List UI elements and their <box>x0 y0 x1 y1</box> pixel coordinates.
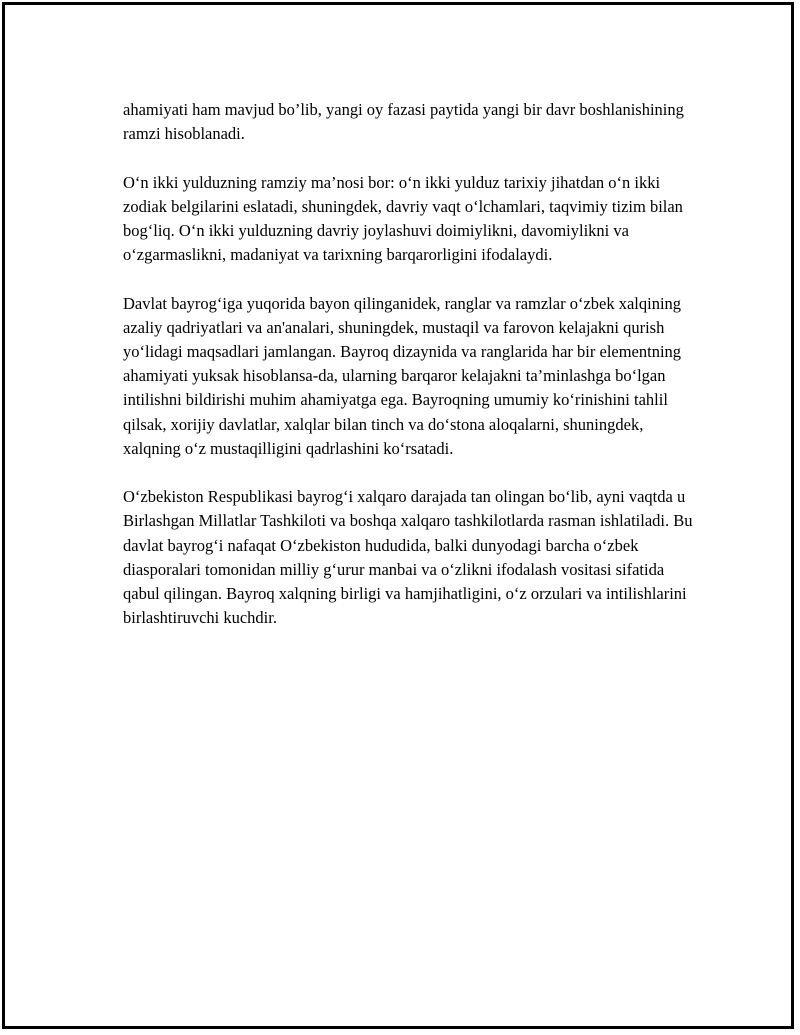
paragraph-3: Davlat bayrog‘iga yuqorida bayon qilinganidek, ranglar va ramzlar o‘zbek xalqining azaliy qadriyatlari va an'analari, shuningdek, mustaqil va farovon kelajakni qurish yo‘lidagi maqsadlari jamlangan. Bayroq dizaynida va ranglarida har bir elementning ahamiyati yuksak hisoblansa-da, ularning barqaror kelajakni ta’minlashga bo‘lgan intilishni bildirishi muhim ahamiyatga ega. Bayroqning umumiy ko‘rinishini tahlil qilsak, xorijiy davlatlar, xalqlar bilan tinch va do‘stona aloqalarni, shuningdek, xalqning o‘z mustaqilligini qadrlashini ko‘rsatadi. <box>123 293 682 458</box>
document-body <box>123 98 703 655</box>
paragraph-2: O‘n ikki yulduzning ramziy ma’nosi bor: o‘n ikki yulduz tarixiy jihatdan o‘n ikki zodiak belgilarini eslatadi, shuningdek, davriy vaqt o‘lchamlari, taqvimiy tizim bilan bog‘liq. O‘n ikki yulduzning davriy joylashuvi doimiylikni, davomiylikni va o‘zgarmaslikni, madaniyat va tarixning barqarorligini ifodalaydi. <box>123 172 683 265</box>
paragraph-4: O‘zbekiston Respublikasi bayrog‘i xalqaro darajada tan olingan bo‘lib, ayni vaqtda u Birlashgan Millatlar Tashkiloti va boshqa xalqaro tashkilotlarda rasman ishlatiladi. Bu davlat bayrog‘i nafaqat O‘zbekiston hududida, balki dunyodagi barcha o‘zbek diasporalari tomonidan milliy g‘urur manbai va o‘zlikni ifodalash vositasi sifatida qabul qilingan. Bayroq xalqning birligi va hamjihatligini, o‘z orzulari va intilishlarini birlashtiruvchi kuchdir. <box>123 487 693 628</box>
document-page <box>2 2 794 1029</box>
paragraph-1: ahamiyati ham mavjud bo’lib, yangi oy fazasi paytida yangi bir davr boshlanishining ramzi hisoblanadi. <box>123 100 684 144</box>
